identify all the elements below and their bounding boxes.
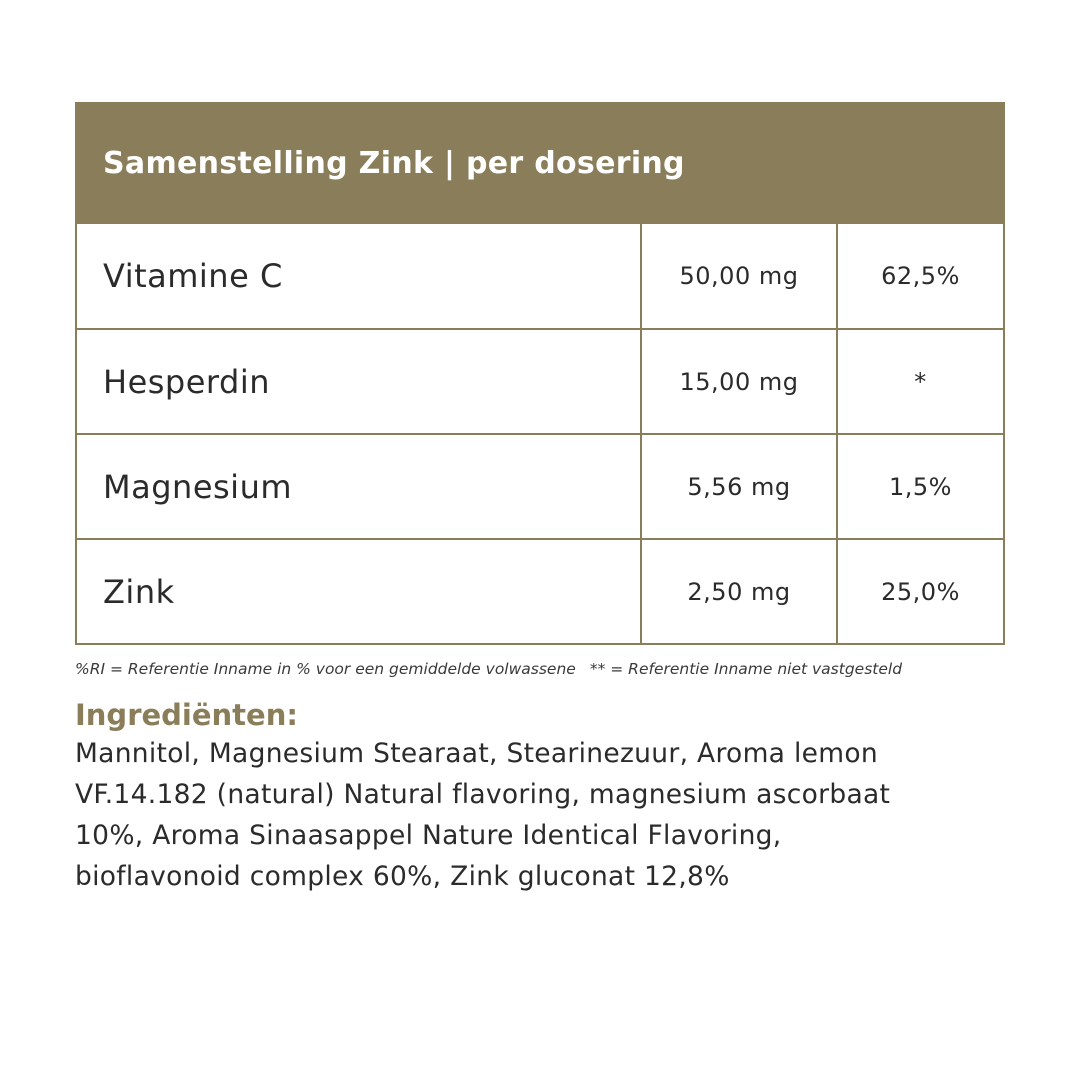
nutrient-name: Hesperdin (77, 330, 642, 433)
nutrient-ri: 62,5% (881, 262, 960, 290)
table-row (77, 328, 1003, 433)
ingredients-heading: Ingrediënten: (75, 698, 298, 732)
table-row (77, 433, 1003, 538)
table-title: Samenstelling Zink | per dosering (103, 145, 685, 181)
ingredients-line: Mannitol, Magnesium Stearaat, Stearinezuur, Aroma lemon (75, 738, 878, 769)
table-row (77, 538, 1003, 643)
footnote-not-established: ** = Referentie Inname niet vastgesteld (589, 660, 903, 678)
footnote-ri-definition: %RI = Referentie Inname in % voor een gemiddelde volwassene (75, 660, 576, 678)
ingredients-line: 10%, Aroma Sinaasappel Nature Identical Flavoring, (75, 820, 782, 851)
nutrient-ri: * (914, 367, 927, 396)
nutrient-amount: 15,00 mg (642, 330, 838, 433)
footnote (75, 660, 1015, 678)
nutrient-name: Zink (77, 540, 642, 643)
composition-table (75, 102, 1005, 645)
table-row (77, 224, 1003, 328)
nutrient-amount: 5,56 mg (642, 435, 838, 538)
ingredients-text (75, 733, 975, 897)
nutrient-amount: 2,50 mg (642, 540, 838, 643)
nutrient-ri: 1,5% (889, 472, 952, 501)
nutrient-ri: 25,0% (881, 577, 960, 606)
table-body (75, 224, 1005, 645)
nutrient-amount: 50,00 mg (642, 224, 838, 328)
ingredients-line: VF.14.182 (natural) Natural flavoring, magnesium ascorbaat (75, 779, 891, 810)
table-header (75, 102, 1005, 224)
nutrient-name: Magnesium (77, 435, 642, 538)
nutrient-name: Vitamine C (77, 224, 642, 328)
ingredients-line: bioflavonoid complex 60%, Zink gluconat 12,8% (75, 861, 730, 892)
